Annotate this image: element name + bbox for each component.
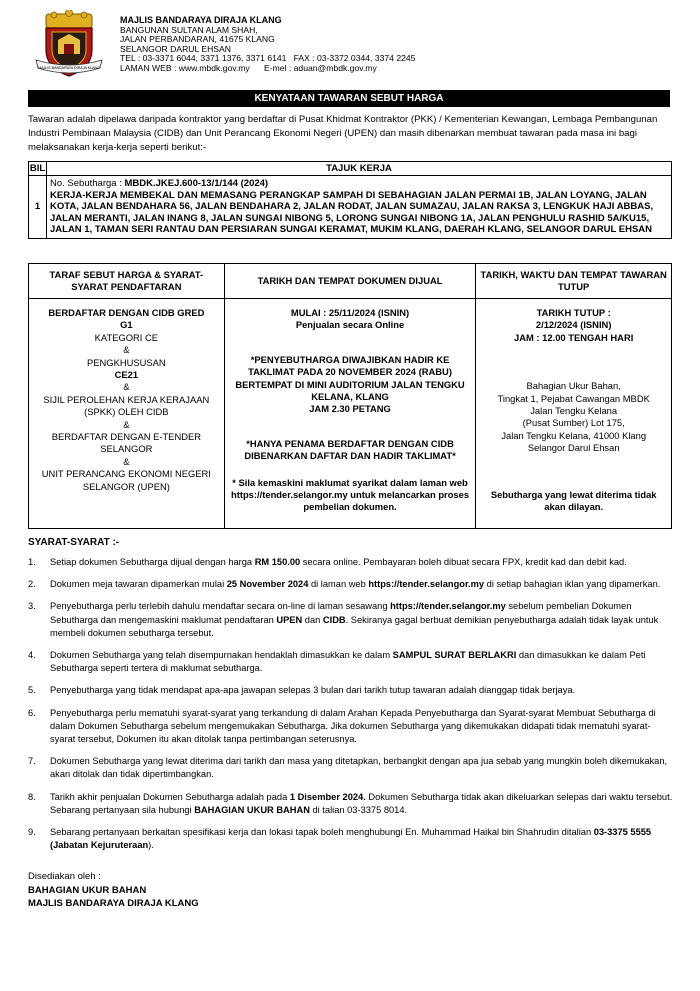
condition-item [28,684,674,697]
condition-number: 9. [28,827,36,838]
closing-address-line: (Pusat Sumber) Lot 175, [522,417,625,429]
specialisation: CE21 [114,369,139,381]
condition-emphasis: CIDB [322,614,346,625]
condition-text-part: di setiap bahagian iklan yang dipamerkan. [484,579,661,590]
condition-item [28,791,674,817]
condition-text [50,827,651,850]
upen-requirement: UNIT PERANCANG EKONOMI NEGERI SELANGOR (UPEN) [41,468,211,492]
category: KATEGORI CE [94,331,159,343]
condition-text-part: Setiap dokumen Sebutharga dijual dengan harga [50,557,255,567]
col-tajuk-header: TAJUK KERJA [47,162,672,176]
condition-emphasis: https://tender.selangor.my [368,579,485,590]
briefing-time: JAM 2.30 PETANG [309,403,391,415]
ref-label: No. Sebutharga : [50,178,125,189]
details-table [28,263,672,529]
condition-item [28,578,674,591]
condition-text-part: Penyebutharga perlu mematuhi syarat-syarat yang terkandung di dalam Arahan Kepada Penyebutharga dan Syarat-syarat Membuat Sebutharga di dalam Dokumen Sebutharga sebelum mengemukakan Sebutharga. Jika dokumen Sebutharga yang dikemukakan didapati tidak mematuhi syarat-syarat tersebut, Dokumen itu akan ditolak tanpa pertimbangan seterusnya. [50,707,656,745]
org-name: MAJLIS BANDARAYA DIRAJA KLANG [120,15,282,25]
prepared-dept: BAHAGIAN UKUR BAHAN [28,884,147,896]
briefing-notice: *PENYEBUTHARGA DIWAJIBKAN HADIR KE TAKLIMAT PADA 20 NOVEMBER 2024 (RABU) BERTEMPAT DI MINI AUDITORIUM JALAN TENGKU KELANA, KLANG [235,353,465,403]
condition-text-part: ). [148,840,154,851]
ampersand: & [123,455,130,467]
etender-requirement: BERDAFTAR DENGAN E-TENDER SELANGOR [51,431,202,455]
condition-text [50,708,656,744]
late-submission-note: Sebutharga yang lewat diterima tidak akan dilayan. [490,488,657,513]
header-document-sale: TARIKH DAN TEMPAT DOKUMEN DIJUAL [224,264,476,299]
quotation-ref [50,178,668,190]
conditions-title: SYARAT-SYARAT :- [28,537,120,548]
mbdk-crest-logo [34,10,104,80]
condition-text-part: sebelum pembelian Dokumen Sebutharga dan mengemaskini maklumat pendaftaran [50,601,632,625]
condition-number: 3. [28,601,36,612]
spkk-requirement: SIJIL PEROLEHAN KERJA KERAJAAN (SPKK) OLEH CIDB [43,393,210,418]
website-update-note: * Sila kemaskini maklumat syarikat dalam laman web https://tender.selangor.my untuk melancarkan proses pembelian dokumen. [230,476,470,513]
condition-emphasis: 1 Disember 2024. [289,791,366,802]
condition-number: 2. [28,579,36,590]
closing-address-line: Jalan Tengku Kelana [530,405,618,417]
condition-number: 6. [28,707,36,718]
work-cell [47,176,672,239]
col-bil-header: BIL [29,163,46,174]
condition-number: 8. [28,791,36,802]
work-title: KERJA-KERJA MEMBEKAL DAN MEMASANG PERANGKAP SAMPAH DI SEBAHAGIAN JALAN PERMAI 1B, JALAN LOYANG, JALAN KOTA, JALAN BENDAHARA 56, JALAN BENDAHARA 2, JALAN RODAT, JALAN SUMAZAU, JALAN RAKSA 3, LENGKUK HAJI ABBAS, JALAN MERANTI, JALAN INANG 8, JALAN SUNGAI NIBONG 5, LORONG SUNGAI NIBONG 1A, JALAN PENGHULU RASHID 5A/KU15, JALAN 1, TAMAN SERI RANTAU DAN PERSIARAN SUNGAI KERAMAT, MUKIM KLANG, DAERAH KLANG, SELANGOR DARUL EHSAN [50,189,654,235]
condition-text-part: . Sekiranya gagal berbuat demikian penyebutharga adalah tidak layak untuk membeli dokumen sebutharga tersebut. [50,614,659,638]
specialisation-label: PENGKHUSUSAN [87,356,166,368]
ampersand: & [123,418,130,430]
condition-text-part: Penyebutharga perlu terlebih dahulu mendaftar secara on-line di laman sesawang [50,601,391,612]
condition-emphasis: BAHAGIAN UKUR BAHAN [194,804,310,815]
ref-number: MBDK.JKEJ.600-13/1/144 (2024) [124,178,269,189]
org-address-line: JALAN PERBANDARAN, 41675 KLANG [120,34,275,44]
cidb-grade-label: BERDAFTAR DENGAN CIDB GRED [48,307,205,318]
condition-text-part: di laman web [308,579,369,590]
header-closing: TARIKH, WAKTU DAN TEMPAT TAWARAN TUTUP [476,264,672,299]
prepared-label: Disediakan oleh : [28,871,101,882]
condition-text-part: Sebarang pertanyaan berkaitan spesifikasi kerja dan lokasi tapak boleh menghubungi En. Muhammad Haikal bin Shahrudin ditalian [50,827,594,838]
conditions-list [28,556,674,861]
condition-item [28,649,674,675]
condition-text [50,685,575,695]
work-title-table [28,161,672,239]
condition-emphasis: 25 November 2024 [226,579,309,590]
condition-text-part: Dokumen Sebutharga yang telah disempurnakan hendaklah dimasukkan ke dalam [50,650,393,661]
sale-mode: Penjualan secara Online [295,319,405,331]
notice-title: KENYATAAN TAWARAN SEBUT HARGA [28,90,670,107]
condition-text [50,579,660,589]
row-number: 1 [29,176,47,239]
condition-item [28,600,674,640]
sale-start-date: MULAI : 25/11/2024 (ISNIN) [290,307,410,318]
ampersand: & [123,381,130,393]
letterhead [34,10,674,82]
condition-text-part: Dokumen meja tawaran dipamerkan mulai [50,579,227,590]
condition-item [28,826,674,852]
condition-text [50,792,672,815]
cidb-grade: G1 [120,319,133,331]
prepared-org: MAJLIS BANDARAYA DIRAJA KLANG [28,898,199,909]
registration-cell [29,299,225,529]
document-sale-cell [224,299,476,529]
closing-cell [476,299,672,529]
condition-text-part: secara online. Pembayaran boleh dibuat secara FPX, kredit kad dan debit kad. [300,557,627,567]
org-contact: TEL : 03-3371 6044, 3371 1376, 3371 6141 FAX : 03-3372 0344, 3374 2245 [120,53,416,63]
crest-ribbon-text: MAJLIS BANDARAYA DIRAJA KLANG [38,66,100,70]
condition-text [50,650,645,673]
prepared-by [28,870,199,911]
condition-text [50,601,658,637]
condition-emphasis: SAMPUL SURAT BERLAKRI [392,650,517,661]
condition-emphasis: 03-3375 5555 (Jabatan Kejuruteraan [50,827,652,851]
org-details [120,16,415,73]
condition-emphasis: UPEN [276,614,303,625]
cidb-briefing-note: *HANYA PENAMA BERDAFTAR DENGAN CIDB DIBENARKAN DAFTAR DAN HADIR TAKLIMAT* [244,437,456,462]
org-address-line: BANGUNAN SULTAN ALAM SHAH, [120,24,258,35]
condition-text-part: Tarikh akhir penjualan Dokumen Sebutharga adalah pada [50,791,290,802]
condition-item [28,707,674,747]
condition-emphasis: RM 150.00 [254,557,301,567]
closing-time: JAM : 12.00 TENGAH HARI [514,331,634,343]
condition-number: 7. [28,756,36,767]
condition-item [28,755,674,781]
condition-text-part: Penyebutharga yang tidak mendapat apa-apa jawapan selepas 3 bulan dari tarikh tutup tawaran adalah dianggap tidak berjaya. [50,685,576,696]
condition-number: 5. [28,685,36,696]
condition-text-part: Dokumen Sebutharga tidak akan dikeluarkan selepas dari waktu tersebut. Sebarang pertanyaan sila hubungi [50,791,673,815]
org-address-line: SELANGOR DARUL EHSAN [120,43,231,54]
condition-number: 1. [28,557,36,567]
org-web-email: LAMAN WEB : www.mbdk.gov.my E-mel : aduan@mbdk.gov.my [120,62,377,73]
table-row [29,176,672,239]
closing-address-line: Jalan Tengku Kelana, 41000 Klang [501,429,647,441]
closing-label: TARIKH TUTUP : [536,307,611,318]
condition-item [28,556,674,569]
condition-text-part: Dokumen Sebutharga yang lewat diterima dari tarikh dan masa yang ditetapkan, berbangkit dengan apa jua sebab yang mungkin boleh dikemukakan, akan ditolak dan tidak dipertimbangkan. [50,756,668,780]
condition-text [50,756,667,779]
closing-address-line: Bahagian Ukur Bahan, [526,380,621,392]
ampersand: & [123,344,130,356]
closing-address-line: Selangor Darul Ehsan [527,442,620,454]
condition-text-part: dan dimasukkan ke dalam Peti Sebutharga seperti tertera di maklumat sebutharga. [50,650,646,674]
condition-text-part: dan [302,614,323,625]
header-registration: TARAF SEBUT HARGA & SYARAT-SYARAT PENDAFTARAN [29,264,225,299]
closing-date: 2/12/2024 (ISNIN) [535,319,612,331]
condition-emphasis: https://tender.selangor.my [390,601,506,612]
condition-text [50,557,627,567]
intro-paragraph: Tawaran adalah dipelawa daripada kontraktor yang berdaftar di Pusat Khidmat Kontraktor (PKK) / Kementerian Kewangan, Lembaga Pembangunan Industri Pembinaan Malaysia (CIDB) dan Unit Perancang Ekonomi Negeri (UPEN) dan masih dibenarkan membuat tawaran pada masa ini bagi melaksanakan kerja-kerja seperti berikut:- [28,114,658,153]
closing-address-line: Tingkat 1, Pejabat Cawangan MBDK [497,392,650,404]
condition-number: 4. [28,650,36,661]
condition-text-part: di talian 03-3375 8014. [309,804,408,815]
small-mark: · [226,259,229,268]
